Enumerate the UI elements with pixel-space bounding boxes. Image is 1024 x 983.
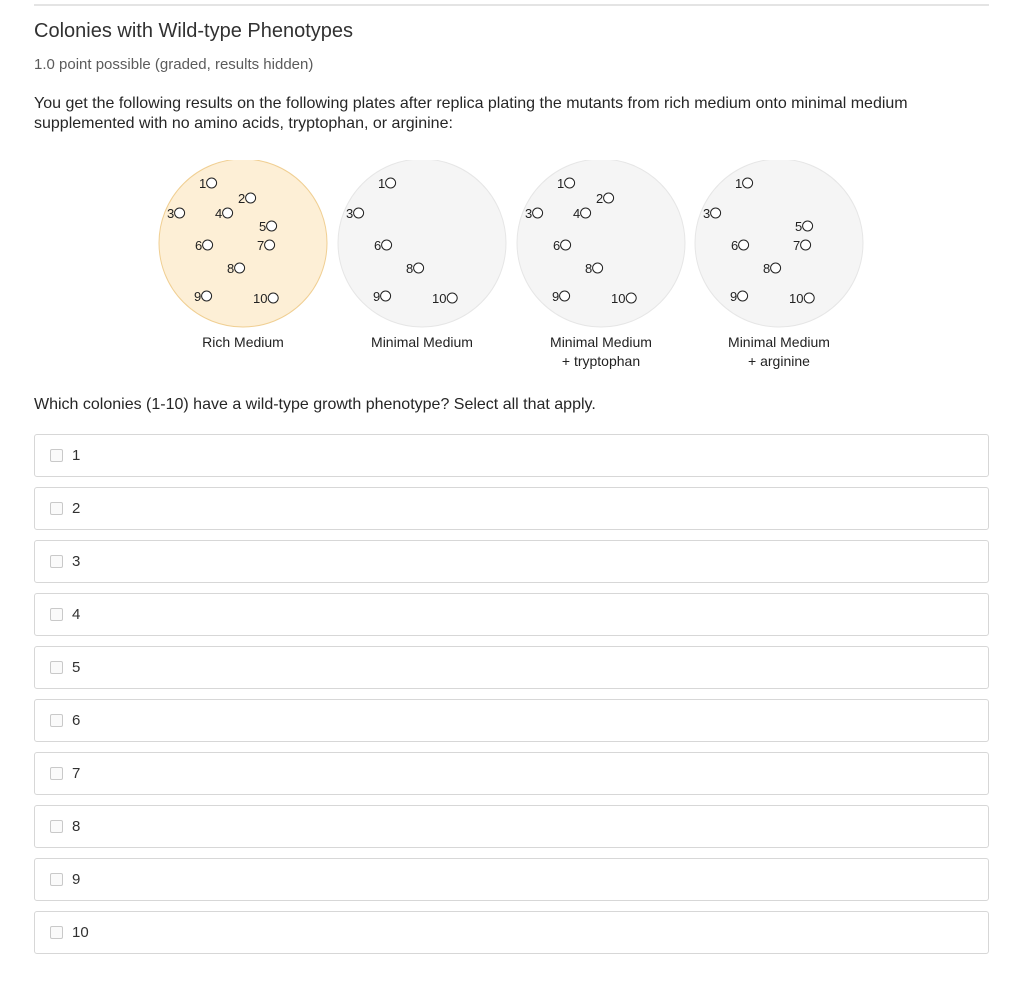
colony-number: 9 [373, 289, 381, 304]
colony-icon [604, 193, 614, 203]
plate-dish [695, 160, 863, 327]
colony-icon [223, 208, 233, 218]
colony-icon [803, 221, 813, 231]
colony-icon [202, 291, 212, 301]
choice-option-6[interactable] [34, 699, 989, 742]
choice-label: 8 [72, 818, 81, 835]
colony-number: 7 [793, 238, 801, 253]
colony-number: 7 [257, 238, 265, 253]
colony-number: 1 [735, 176, 743, 191]
colony-icon [801, 240, 811, 250]
checkbox[interactable] [50, 714, 63, 727]
colony-icon [386, 178, 396, 188]
colony-number: 1 [378, 176, 386, 191]
choice-option-9[interactable] [34, 858, 989, 901]
choice-option-7[interactable] [34, 752, 989, 795]
colony-icon [593, 263, 603, 273]
plate [517, 160, 685, 369]
replica-plates-figure [155, 160, 875, 380]
choice-option-1[interactable] [34, 434, 989, 477]
checkbox[interactable] [50, 608, 63, 621]
question-text: Which colonies (1-10) have a wild-type growth phenotype? Select all that apply. [34, 396, 596, 413]
choice-label: 9 [72, 871, 81, 888]
colony-number: 2 [596, 191, 604, 206]
plate-label: Minimal Medium [371, 334, 473, 350]
choice-option-4[interactable] [34, 593, 989, 636]
checkbox[interactable] [50, 449, 63, 462]
colony-number: 9 [552, 289, 560, 304]
choice-option-8[interactable] [34, 805, 989, 848]
colony-icon [268, 293, 278, 303]
checkbox[interactable] [50, 926, 63, 939]
colony-number: 3 [346, 206, 354, 221]
plate-dish [159, 160, 327, 327]
choice-label: 2 [72, 500, 81, 517]
plate [159, 160, 327, 350]
points-info: 1.0 point possible (graded, results hidden) [34, 56, 314, 73]
colony-number: 1 [199, 176, 207, 191]
colony-number: 6 [374, 238, 382, 253]
colony-number: 3 [703, 206, 711, 221]
choice-label: 1 [72, 447, 81, 464]
colony-number: 5 [795, 219, 803, 234]
colony-number: 3 [167, 206, 175, 221]
colony-number: 9 [730, 289, 738, 304]
choice-option-10[interactable] [34, 911, 989, 954]
checkbox[interactable] [50, 555, 63, 568]
plate-label: Minimal Medium [728, 334, 830, 350]
colony-number: 3 [525, 206, 533, 221]
colony-icon [804, 293, 814, 303]
colony-icon [533, 208, 543, 218]
colony-icon [381, 291, 391, 301]
colony-number: 9 [194, 289, 202, 304]
colony-icon [354, 208, 364, 218]
colony-icon [175, 208, 185, 218]
problem-prompt: You get the following results on the following plates after replica plating the mutants from rich medium onto minimal medium supplemented with no amino acids, tryptophan, or arginine: [34, 95, 908, 132]
colony-number: 4 [573, 206, 581, 221]
colony-number: 6 [553, 238, 561, 253]
plate-label: + arginine [748, 353, 810, 369]
checkbox[interactable] [50, 820, 63, 833]
colony-number: 4 [215, 206, 223, 221]
choice-option-3[interactable] [34, 540, 989, 583]
choice-option-2[interactable] [34, 487, 989, 530]
colony-icon [738, 291, 748, 301]
colony-number: 8 [763, 261, 771, 276]
choice-label: 5 [72, 659, 81, 676]
colony-icon [711, 208, 721, 218]
choice-label: 3 [72, 553, 81, 570]
choice-label: 10 [72, 924, 89, 941]
colony-icon [246, 193, 256, 203]
colony-icon [447, 293, 457, 303]
checkbox[interactable] [50, 661, 63, 674]
colony-number: 10 [253, 291, 268, 306]
choice-option-5[interactable] [34, 646, 989, 689]
colony-number: 8 [227, 261, 235, 276]
colony-icon [265, 240, 275, 250]
colony-icon [235, 263, 245, 273]
colony-icon [626, 293, 636, 303]
top-divider [34, 4, 989, 6]
colony-icon [561, 240, 571, 250]
colony-number: 10 [432, 291, 447, 306]
choice-list [34, 434, 989, 964]
checkbox[interactable] [50, 502, 63, 515]
colony-icon [771, 263, 781, 273]
choice-label: 7 [72, 765, 81, 782]
colony-number: 8 [585, 261, 593, 276]
problem-title: Colonies with Wild-type Phenotypes [34, 20, 354, 42]
colony-icon [414, 263, 424, 273]
plate-label: Rich Medium [202, 334, 284, 350]
choice-label: 4 [72, 606, 81, 623]
colony-number: 5 [259, 219, 267, 234]
plate-dish [338, 160, 506, 327]
colony-icon [743, 178, 753, 188]
colony-icon [203, 240, 213, 250]
plate-dish [517, 160, 685, 327]
checkbox[interactable] [50, 767, 63, 780]
colony-icon [267, 221, 277, 231]
choice-label: 6 [72, 712, 81, 729]
colony-number: 8 [406, 261, 414, 276]
colony-number: 1 [557, 176, 565, 191]
colony-number: 2 [238, 191, 246, 206]
plate [338, 160, 506, 350]
colony-icon [207, 178, 217, 188]
colony-icon [581, 208, 591, 218]
plate [695, 160, 863, 369]
colony-icon [560, 291, 570, 301]
plate-label: + tryptophan [561, 353, 641, 369]
colony-icon [739, 240, 749, 250]
colony-icon [565, 178, 575, 188]
colony-number: 10 [789, 291, 804, 306]
colony-number: 10 [611, 291, 626, 306]
checkbox[interactable] [50, 873, 63, 886]
plate-label: Minimal Medium [550, 334, 652, 350]
colony-number: 6 [731, 238, 739, 253]
colony-icon [382, 240, 392, 250]
colony-number: 6 [195, 238, 203, 253]
